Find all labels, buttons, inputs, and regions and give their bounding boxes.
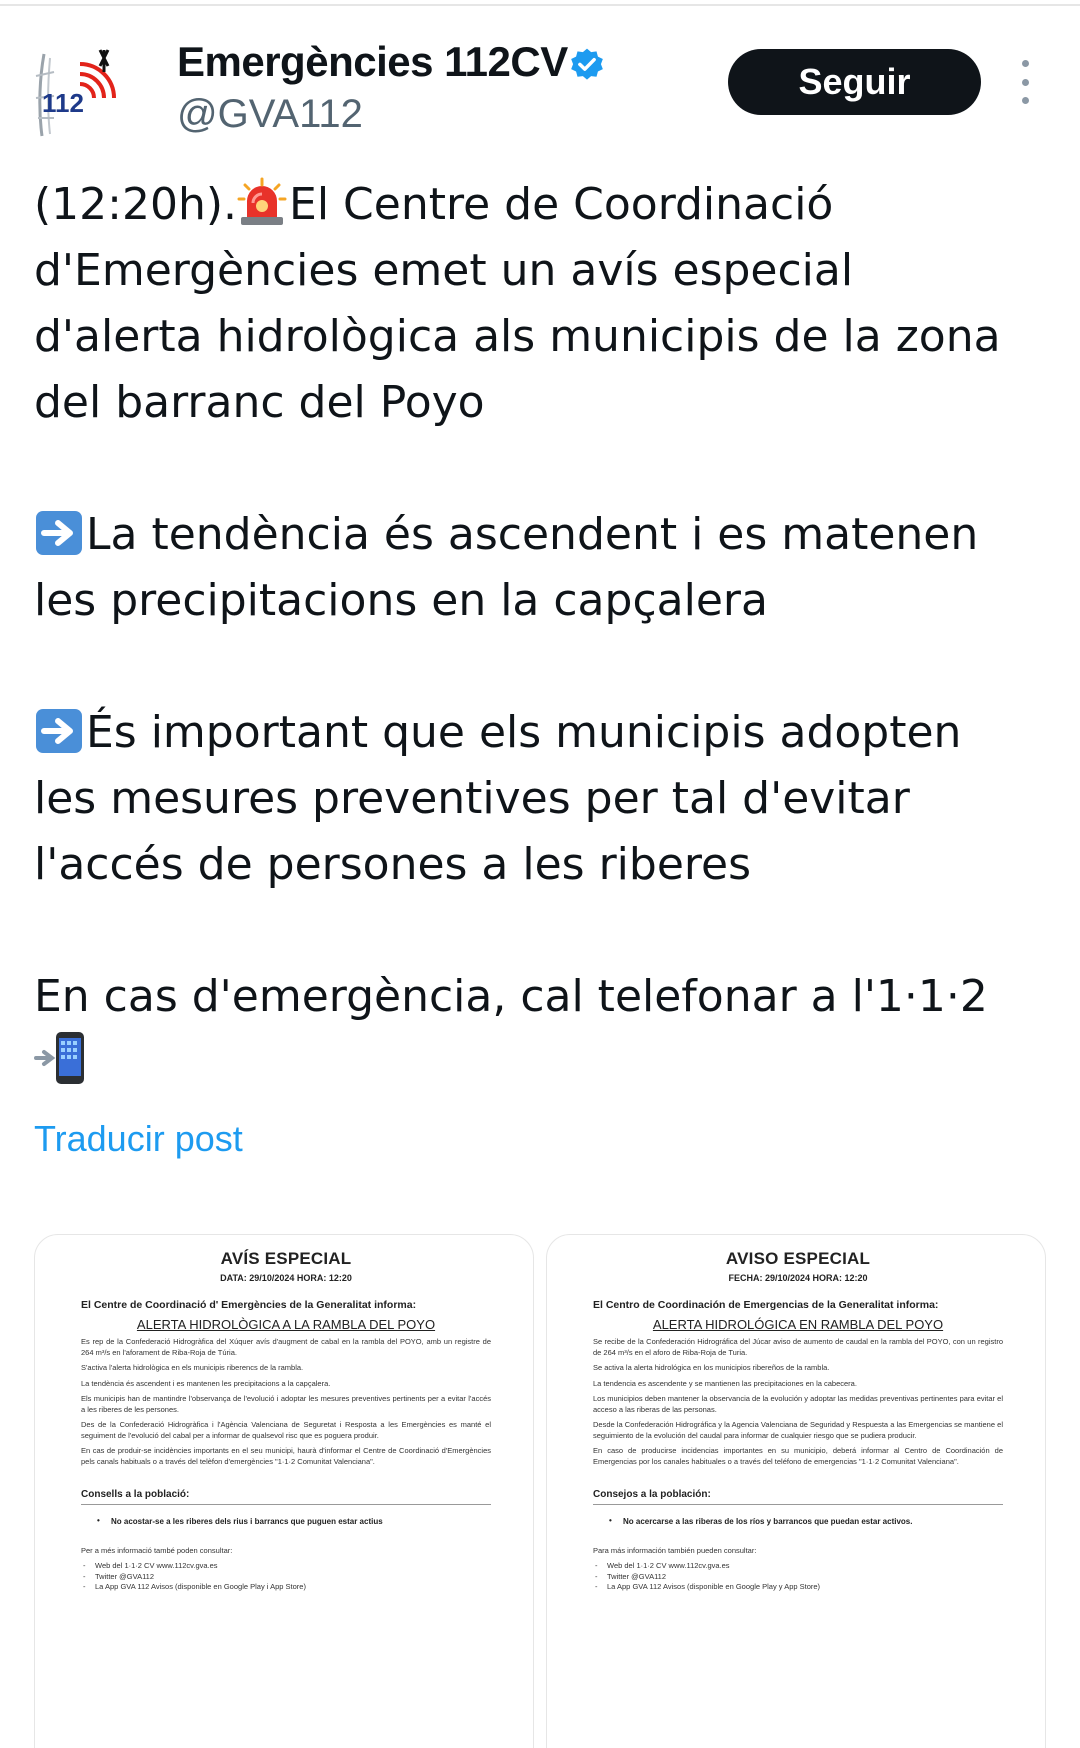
notice-paragraph: S'activa l'alerta hidrològica en els municipis riberencs de la rambla. (81, 1363, 304, 1372)
attached-image-spanish-notice[interactable] (546, 1234, 1046, 1748)
notice-paragraph: Des de la Confederació Hidrogràfica i l'Agència Valenciana de Seguretat i Resposta a les Emergències es manté el seguiment de l'evolució del cabal per a informar de qualsevol risc que es poguera produir. (81, 1420, 491, 1440)
logo-112-icon (30, 46, 130, 146)
notice-title: AVISO ESPECIAL (725, 1249, 871, 1268)
notice-document (593, 1249, 1003, 1593)
notice-paragraph: La tendencia es ascendente y se mantienen las precipitaciones en la cabecera. (593, 1378, 857, 1388)
right-arrow-emoji (34, 507, 84, 557)
tweet-line: l'accés de persones a les riberes (34, 839, 752, 890)
notice-advice-item: • No acercarse a las riberas de los ríos y barrancos que puedan estar activos. (593, 1517, 1003, 1526)
tweet-line: les precipitacions en la capçalera (34, 575, 768, 626)
tweet-line: En cas d'emergència, cal telefonar a l'1·1·2 (34, 971, 988, 1022)
notice-info-item: - La App GVA 112 Avisos (disponible en Google Play i App Store) (95, 1582, 491, 1593)
tweet-line: És important que els municipis adopten (34, 700, 1054, 766)
notice-info-item: - La App GVA 112 Avisos (disponible en Google Play y App Store) (607, 1582, 1003, 1593)
avatar[interactable] (30, 46, 130, 146)
notice-info-item: - Web del 1·1·2 CV www.112cv.gva.es (95, 1561, 491, 1572)
tweet-line: d'Emergències emet un avís especial (34, 245, 854, 296)
notice-info-item: - Twitter @GVA112 (607, 1572, 1003, 1583)
notice-date: DATA: 29/10/2024 HORA: 12:20 (220, 1273, 352, 1283)
tweet-line (34, 1030, 1054, 1097)
notice-intro: El Centre de Coordinació d' Emergències de la Generalitat informa: (81, 1299, 417, 1311)
more-options-icon[interactable] (1010, 60, 1040, 104)
notice-paragraph: Se recibe de la Confederación Hidrográfica del Júcar aviso de aumento de caudal en la rambla del POYO, con un registro de 264 m³/s en el aforo de Riba-Roja de Turia. (593, 1337, 1003, 1357)
notice-title: AVÍS ESPECIAL (220, 1249, 352, 1268)
right-arrow-emoji (34, 705, 84, 755)
notice-date: FECHA: 29/10/2024 HORA: 12:20 (728, 1273, 868, 1283)
rotating-light-emoji (237, 177, 287, 227)
notice-alert-heading: ALERTA HIDROLÓGICA EN RAMBLA DEL POYO (652, 1317, 944, 1332)
tweet-line: La tendència és ascendent i es matenen (34, 502, 1054, 568)
media-gallery (34, 1234, 1046, 1748)
top-divider (0, 4, 1080, 6)
notice-alert-heading: ALERTA HIDROLÒGICA A LA RAMBLA DEL POYO (136, 1317, 436, 1332)
verified-badge-icon (568, 47, 606, 85)
notice-advice-item: • No acostar-se a les riberes dels rius i barrancs que puguen estar actius (81, 1517, 491, 1526)
notice-paragraph: En caso de producirse incidencias importantes en su municipio, deberá informar al Centro de Coordinación de Emergencias por los canales habituales o a través del teléfono de emergencias "1·1·2 Comunitat Valenciana". (593, 1446, 1003, 1466)
tweet-line: del barranc del Poyo (34, 377, 485, 428)
translate-post-link[interactable]: Traducir post (34, 1118, 243, 1159)
notice-info-list (593, 1561, 1003, 1593)
notice-advice-heading: Consejos a la población: (593, 1489, 1003, 1505)
notice-paragraph: Desde la Confederación Hidrográfica y la Agencia Valenciana de Seguridad y Respuesta a las Emergencias se mantiene el seguimiento de la evolución del caudal para informar de cualquier riesgo que se pudiera producir. (593, 1420, 1003, 1440)
tweet-line: d'alerta hidrològica als municipis de la zona (34, 311, 1001, 362)
account-name[interactable]: Emergències 112CV (177, 38, 568, 85)
notice-paragraph: Los municipios deben mantener la observancia de la evolución y adoptar las medidas preventivas pertinentes para evitar el acceso a las riberas de las personas. (593, 1394, 1003, 1414)
notice-paragraph: La tendència és ascendent i es mantenen les precipitacions a la capçalera. (81, 1378, 331, 1388)
notice-paragraph: Els municipis han de mantindre l'observança de l'evolució i adoptar les mesures preventives pertinents per a evitar l'accés a les riberes de les persones. (81, 1394, 491, 1414)
notice-info-list (81, 1561, 491, 1593)
svg-text:112: 112 (42, 88, 84, 118)
notice-more-info: Para más información también pueden consultar: (593, 1546, 757, 1555)
notice-paragraph: En cas de produir-se incidències importants en el seu municipi, haurà d'informar el Centre de Coordinació d'Emergències pels canals habituals o a través del telèfon d'emergències "1·1·2 Comunitat Valenciana". (81, 1446, 491, 1466)
tweet-line: (12:20h). El Centre de Coordinació (34, 179, 834, 230)
notice-more-info: Per a més informació també poden consultar: (81, 1546, 233, 1555)
follow-button[interactable]: Seguir (728, 49, 981, 115)
account-handle[interactable]: @GVA112 (177, 92, 363, 136)
mobile-phone-arrow-emoji (34, 1030, 90, 1086)
notice-intro: El Centro de Coordinación de Emergencias de la Generalitat informa: (593, 1299, 939, 1311)
notice-paragraph: Es rep de la Confederació Hidrogràfica del Xúquer avís d'augment de cabal en la rambla del POYO, amb un registre de 264 m³/s en l'aforament de Riba-Roja de Túria. (81, 1337, 491, 1357)
notice-info-item: - Web del 1·1·2 CV www.112cv.gva.es (607, 1561, 1003, 1572)
notice-advice-heading: Consells a la població: (81, 1489, 491, 1505)
attached-image-catalan-notice[interactable] (34, 1234, 534, 1748)
tweet-line: les mesures preventives per tal d'evitar (34, 773, 910, 824)
tweet-text (34, 172, 1054, 1097)
notice-info-item: - Twitter @GVA112 (95, 1572, 491, 1583)
notice-document (81, 1249, 491, 1593)
notice-paragraph: Se activa la alerta hidrológica en los municipios ribereños de la rambla. (593, 1363, 830, 1372)
